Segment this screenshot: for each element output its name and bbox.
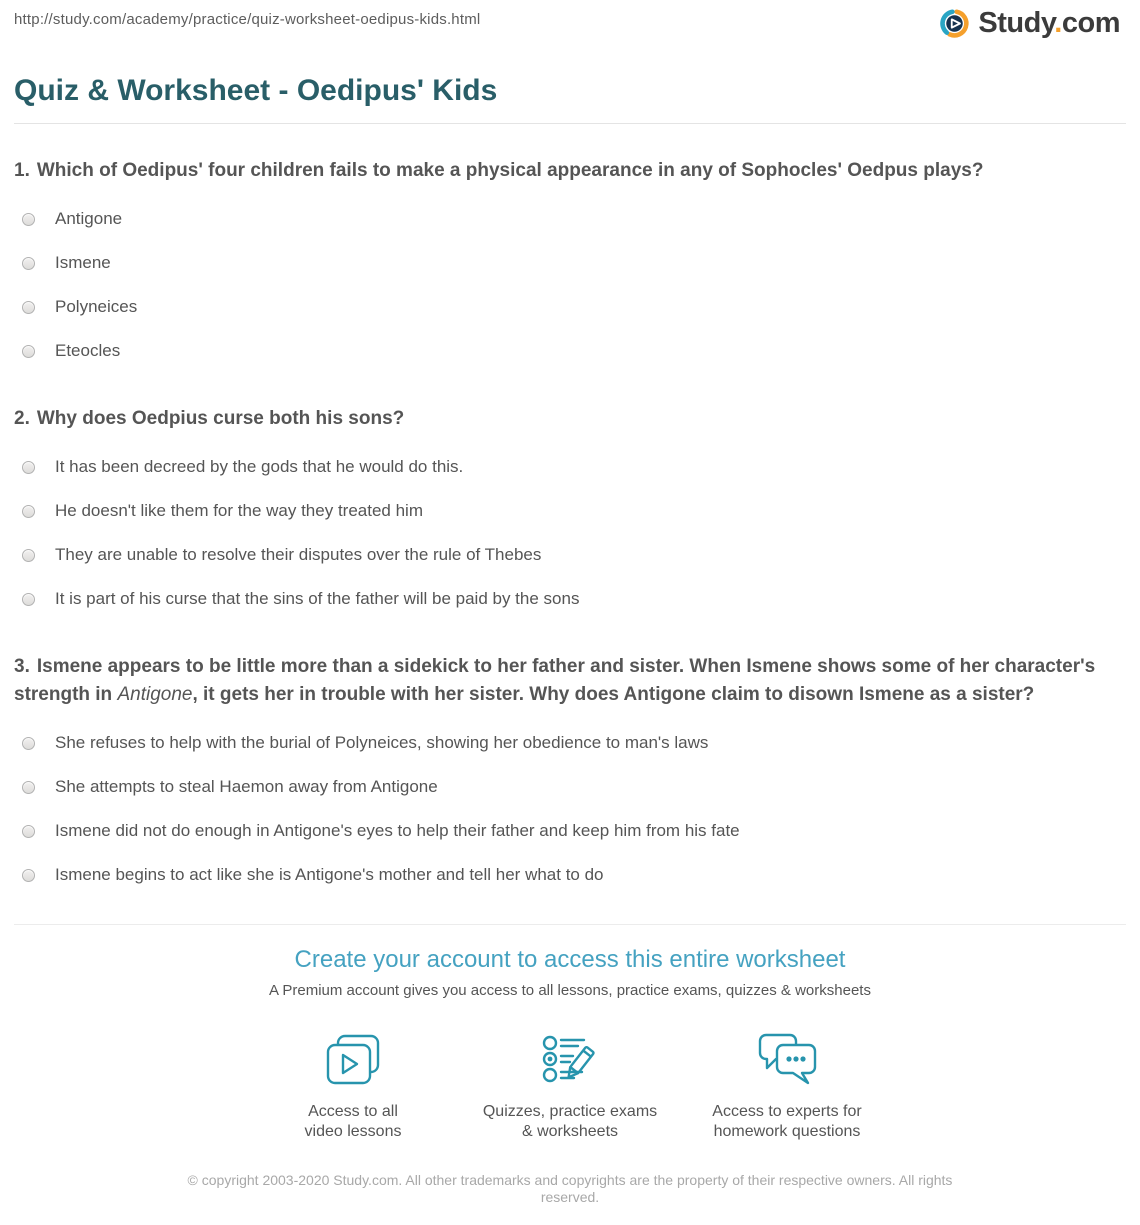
question-3 bbox=[14, 653, 1126, 885]
question-3-option-2[interactable] bbox=[14, 777, 1126, 797]
radio-button[interactable] bbox=[22, 301, 35, 314]
option-label: She attempts to steal Haemon away from Antigone bbox=[55, 777, 438, 796]
question-1-option-1[interactable] bbox=[14, 209, 1126, 229]
question-2-option-2[interactable] bbox=[14, 501, 1126, 521]
option-label: She refuses to help with the burial of Polyneices, showing her obedience to man's laws bbox=[55, 733, 709, 752]
feature-quizzes-worksheets bbox=[462, 1029, 679, 1142]
book-title-italic: Antigone bbox=[117, 684, 193, 705]
option-label: Polyneices bbox=[55, 297, 138, 316]
cta-heading: Create your account to access this entire worksheet bbox=[294, 946, 846, 973]
radio-button[interactable] bbox=[22, 593, 35, 606]
question-3-heading: 3. Ismene appears to be little more than a sidekick to her father and sister. When Ismene shows some of her character's strength in Antigone, it gets her in trouble with her sister. Why does Antigone claim to disown Ismene as a sister? bbox=[14, 656, 1096, 705]
question-2-option-3[interactable] bbox=[14, 545, 1126, 565]
question-2-heading: 2. Why does Oedpius curse both his sons? bbox=[14, 408, 405, 429]
question-3-option-3[interactable] bbox=[14, 821, 1126, 841]
question-2-option-4[interactable] bbox=[14, 589, 1126, 609]
radio-button[interactable] bbox=[22, 257, 35, 270]
title-divider bbox=[14, 123, 1126, 124]
play-logo-icon bbox=[938, 7, 971, 40]
page-url: http://study.com/academy/practice/quiz-worksheet-oedipus-kids.html bbox=[14, 11, 481, 28]
option-label: Ismene begins to act like she is Antigone's mother and tell her what to do bbox=[55, 865, 604, 884]
radio-button[interactable] bbox=[22, 213, 35, 226]
option-label: It is part of his curse that the sins of the father will be paid by the sons bbox=[55, 589, 580, 608]
feature-video-lessons bbox=[245, 1029, 462, 1142]
question-1-heading: 1. Which of Oedipus' four children fails to make a physical appearance in any of Sophocles' Oedpus plays? bbox=[14, 160, 984, 181]
cta-subheading: A Premium account gives you access to all lessons, practice exams, quizzes & worksheets bbox=[269, 982, 871, 999]
question-2-option-1[interactable] bbox=[14, 457, 1126, 477]
question-1-option-3[interactable] bbox=[14, 297, 1126, 317]
quiz-worksheet-icon bbox=[540, 1031, 600, 1089]
option-label: He doesn't like them for the way they treated him bbox=[55, 501, 423, 520]
radio-button[interactable] bbox=[22, 869, 35, 882]
feature-label: Quizzes, practice exams & worksheets bbox=[482, 1103, 658, 1140]
chat-experts-icon bbox=[756, 1031, 818, 1089]
video-lessons-icon bbox=[324, 1033, 382, 1089]
question-3-option-4[interactable] bbox=[14, 865, 1126, 885]
feature-label: Access to all video lessons bbox=[304, 1103, 402, 1140]
feature-label: Access to experts for homework questions bbox=[712, 1103, 862, 1140]
radio-button[interactable] bbox=[22, 781, 35, 794]
question-2 bbox=[14, 405, 1126, 609]
option-label: It has been decreed by the gods that he would do this. bbox=[55, 457, 464, 476]
features-row bbox=[14, 1029, 1126, 1142]
section-divider bbox=[14, 924, 1126, 925]
radio-button[interactable] bbox=[22, 737, 35, 750]
radio-button[interactable] bbox=[22, 505, 35, 518]
radio-button[interactable] bbox=[22, 549, 35, 562]
question-3-option-1[interactable] bbox=[14, 733, 1126, 753]
question-1-option-4[interactable] bbox=[14, 341, 1126, 361]
option-label: Ismene bbox=[55, 253, 111, 272]
option-label: Eteocles bbox=[55, 341, 121, 360]
radio-button[interactable] bbox=[22, 825, 35, 838]
page-title: Quiz & Worksheet - Oedipus' Kids bbox=[14, 74, 498, 107]
radio-button[interactable] bbox=[22, 461, 35, 474]
question-1 bbox=[14, 157, 1126, 361]
feature-homework-experts bbox=[679, 1029, 896, 1142]
copyright-notice: © copyright 2003-2020 Study.com. All other trademarks and copyrights are the property of their respective owners. All rights reserved. bbox=[187, 1172, 953, 1205]
option-label: They are unable to resolve their disputes over the rule of Thebes bbox=[55, 545, 542, 564]
option-label: Ismene did not do enough in Antigone's eyes to help their father and keep him from his fate bbox=[55, 821, 740, 840]
logo-wordmark: Study.com bbox=[978, 7, 1120, 39]
question-1-option-2[interactable] bbox=[14, 253, 1126, 273]
studycom-logo[interactable] bbox=[938, 7, 1120, 40]
radio-button[interactable] bbox=[22, 345, 35, 358]
option-label: Antigone bbox=[55, 209, 123, 228]
